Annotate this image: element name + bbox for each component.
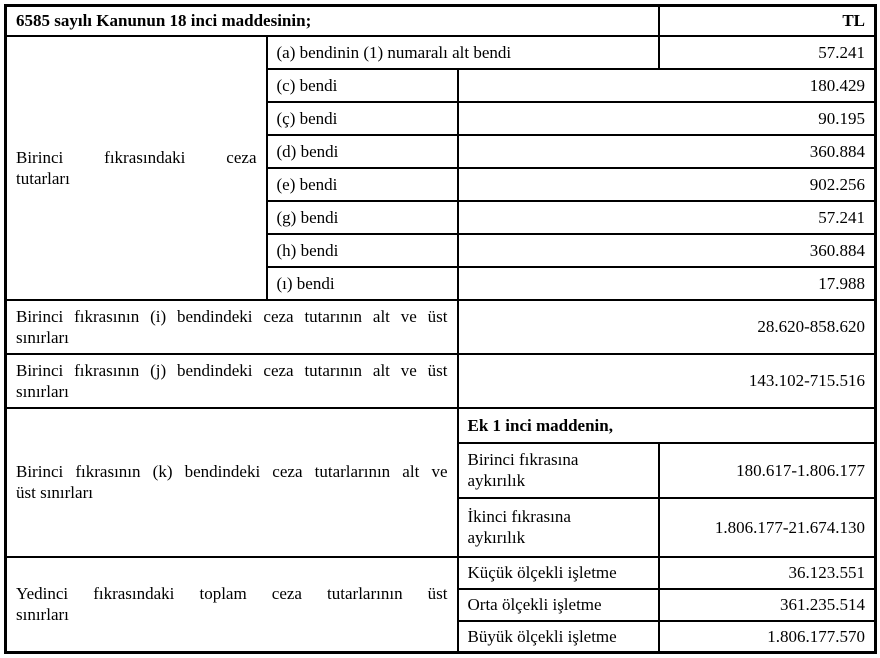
table-row-ek-header [6, 408, 876, 443]
table-title-cell: 6585 sayılı Kanunun 18 inci maddesinin; [6, 6, 659, 36]
row-g-label-cell: (g) bendi [267, 201, 458, 234]
row-a-value-cell: 57.241 [659, 36, 876, 69]
document-page [0, 4, 880, 658]
section7-label: Yedinci fıkrasındaki toplam ceza tutarlarının üst sınırları [16, 584, 448, 625]
currency-header-cell: TL [659, 6, 876, 36]
row-cc-value-cell: 90.195 [458, 102, 876, 135]
row-g-value-cell: 57.241 [458, 201, 876, 234]
row-j-label-cell [6, 354, 458, 408]
small-business-value-cell: 36.123.551 [659, 557, 876, 589]
section-k-label: Birinci fıkrasının (k) bendindeki ceza tutarlarının alt ve üst sınırları [16, 462, 448, 502]
row-j-label: Birinci fıkrasının (j) bendindeki ceza tutarının alt ve üst sınırları [16, 360, 448, 401]
row-i-label: Birinci fıkrasının (i) bendindeki ceza tutarının alt ve üst sınırları [16, 306, 448, 347]
row-i-dotless-label-cell: (ı) bendi [267, 267, 458, 300]
row-i-value-cell: 28.620-858.620 [458, 300, 876, 354]
section7-label-cell [6, 557, 458, 653]
table-row-a [6, 36, 876, 69]
row-c-label-cell: (c) bendi [267, 69, 458, 102]
large-business-label-cell: Büyük ölçekli işletme [458, 621, 659, 653]
penalty-amounts-table [4, 4, 877, 654]
row-cc-label-cell: (ç) bendi [267, 102, 458, 135]
section1-label-cell [6, 36, 267, 300]
section-k-label-cell [6, 408, 458, 557]
table-row-i [6, 300, 876, 354]
row-a-label-cell: (a) bendinin (1) numaralı alt bendi [267, 36, 659, 69]
row-i-label-cell [6, 300, 458, 354]
ek-second-label-cell [458, 498, 659, 557]
medium-business-value-cell: 361.235.514 [659, 589, 876, 621]
row-d-value-cell: 360.884 [458, 135, 876, 168]
table-row-small-business [6, 557, 876, 589]
ek-second-label: İkinci fıkrasına aykırılık [467, 507, 571, 547]
ek-first-label: Birinci fıkrasına aykırılık [467, 450, 579, 490]
table-row-j [6, 354, 876, 408]
medium-business-label-cell: Orta ölçekli işletme [458, 589, 659, 621]
ek-subheader-cell: Ek 1 inci maddenin, [458, 408, 876, 443]
row-d-label-cell: (d) bendi [267, 135, 458, 168]
row-i-dotless-value-cell: 17.988 [458, 267, 876, 300]
row-h-value-cell: 360.884 [458, 234, 876, 267]
small-business-label-cell: Küçük ölçekli işletme [458, 557, 659, 589]
row-j-value-cell: 143.102-715.516 [458, 354, 876, 408]
ek-first-value-cell: 180.617-1.806.177 [659, 443, 876, 498]
row-e-label-cell: (e) bendi [267, 168, 458, 201]
table-header-row [6, 6, 876, 36]
row-h-label-cell: (h) bendi [267, 234, 458, 267]
row-c-value-cell: 180.429 [458, 69, 876, 102]
ek-first-label-cell [458, 443, 659, 498]
ek-second-value-cell: 1.806.177-21.674.130 [659, 498, 876, 557]
large-business-value-cell: 1.806.177.570 [659, 621, 876, 653]
row-e-value-cell: 902.256 [458, 168, 876, 201]
section1-label: Birinci fıkrasındaki ceza tutarları [16, 147, 257, 188]
